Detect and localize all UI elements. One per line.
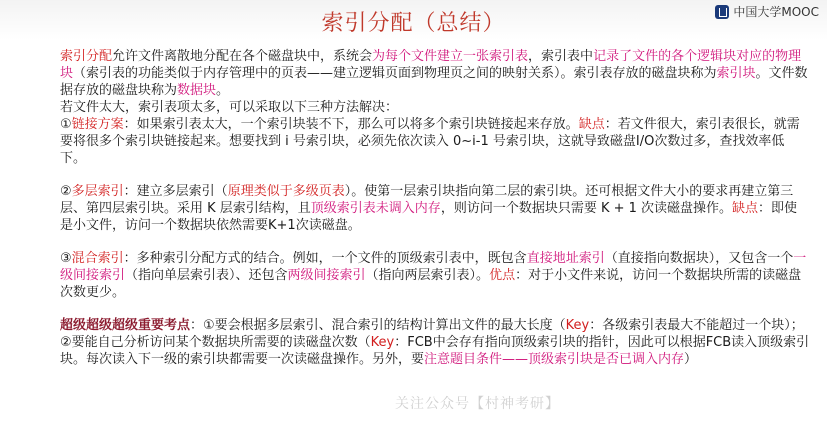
- spacer: [60, 234, 810, 250]
- text: （直接指向数据块），又包含一个: [604, 251, 794, 266]
- term-disadvantage: 缺点: [732, 201, 759, 216]
- term-disadvantage: 缺点: [578, 117, 605, 132]
- term-hybrid-index: 混合索引: [71, 251, 124, 266]
- watermark: 关注公众号【村神考研】: [395, 396, 560, 412]
- highlight-index-table: 为每个文件建立一张索引表: [372, 49, 529, 64]
- text: ：FCB中会存有指向顶级索引块的指针，因此可以根据FCB读入顶级索引块。每次读入下一级的索引块都需要一次读磁盘操作。另外，要: [60, 335, 810, 367]
- text: 。文件数据存放的磁盘块称为: [60, 66, 808, 98]
- text: 允许文件离散地分配在各个磁盘块中，系统会: [112, 49, 373, 64]
- paragraph-multilevel-index: [60, 183, 810, 234]
- text: ：①要会根据多层索引、混合索引的结构计算出文件的最大长度（: [190, 318, 566, 333]
- mooc-logo: [715, 3, 819, 20]
- text: ：如果索引表太大，一个索引块装不下，那么可以将多个索引块链接起来存放。: [123, 117, 579, 132]
- mooc-logo-icon: [715, 5, 729, 19]
- text: ，则访问一个数据块只需要 K + 1 次读磁盘操作。: [440, 201, 733, 216]
- list-number: ②: [60, 184, 72, 199]
- text: ：若文件很大，索引表很长，就需要将很多个索引块链接起来。想要找到 i 号索引块，必须先依次读入 0~i-1 号索引块，这就导致磁盘I/O次数过多，查找效率低下。: [60, 117, 800, 166]
- text: ）。使第一层索引块指向第二层的索引块。还可根据文件大小的要求再建立第三层、第四层索引块。采用 K 层索引结构，且: [60, 184, 794, 216]
- term-data-block: 数据块: [177, 83, 217, 98]
- paragraph-index-allocation: [60, 48, 810, 99]
- text: （指向单层索引表）、还包含: [125, 268, 288, 283]
- highlight-direct-index: 直接地址索引: [526, 251, 605, 266]
- list-number: ③: [60, 251, 72, 266]
- highlight-note-condition: 注意题目条件——顶级索引块是否已调入内存: [424, 352, 685, 367]
- highlight-mapping: 记录了文件的各个逻辑块对应的物理块: [60, 49, 802, 81]
- text: ：建立多层索引（: [123, 184, 228, 199]
- highlight-double-indirect: 两级间接索引: [287, 268, 366, 283]
- spacer: [60, 301, 810, 317]
- text: （指向两层索引表）。: [365, 268, 490, 283]
- paragraph-key-exam-points: [60, 317, 810, 368]
- term-index-block: 索引块: [716, 66, 756, 81]
- text: （索引表的功能类似于内存管理中的页表——建立逻辑页面到物理页之间的映射关系）。索引表存放的磁盘块称为: [73, 66, 717, 81]
- term-advantage: 优点: [489, 268, 516, 283]
- highlight-single-indirect: 一级间接索引: [60, 251, 807, 283]
- spacer: [60, 167, 810, 183]
- text: ，索引表中: [528, 49, 594, 64]
- paragraph-linked-scheme: [60, 116, 810, 167]
- text: ：即使是小文件，访问一个数据块依然需要K+1次读磁盘。: [60, 201, 798, 233]
- term-key-exam-points: 超级超级超级重要考点: [60, 318, 191, 333]
- text: ：各级索引表最大不能超过一个块）；②要能自己分析访问某个数据块所需要的读磁盘次数（: [60, 318, 804, 350]
- term-multilevel-index: 多层索引: [71, 184, 124, 199]
- term-key: Key: [370, 335, 395, 350]
- term-index-allocation: 索引分配: [60, 49, 113, 64]
- text: 。: [216, 83, 230, 98]
- paragraph-intro: 若文件太大，索引表项太多，可以采取以下三种方法解决：: [60, 100, 399, 115]
- text: ：对于小文件来说，访问一个数据块所需的读磁盘次数更少。: [60, 268, 802, 300]
- term-linked-scheme: 链接方案: [71, 117, 124, 132]
- list-number: ①: [60, 117, 72, 132]
- term-key: Key: [565, 318, 590, 333]
- content-body: [60, 48, 810, 368]
- highlight-principle: 原理类似于多级页表: [227, 184, 345, 199]
- text: ）: [684, 352, 698, 367]
- highlight-top-index-not-loaded: 顶级索引表未调入内存: [310, 201, 441, 216]
- text: ：多种索引分配方式的结合。例如，一个文件的顶级索引表中，既包含: [123, 251, 527, 266]
- mooc-logo-text: 中国大学MOOC: [733, 5, 819, 19]
- paragraph-hybrid-index: [60, 250, 810, 301]
- page-title: 索引分配（总结）: [321, 11, 506, 36]
